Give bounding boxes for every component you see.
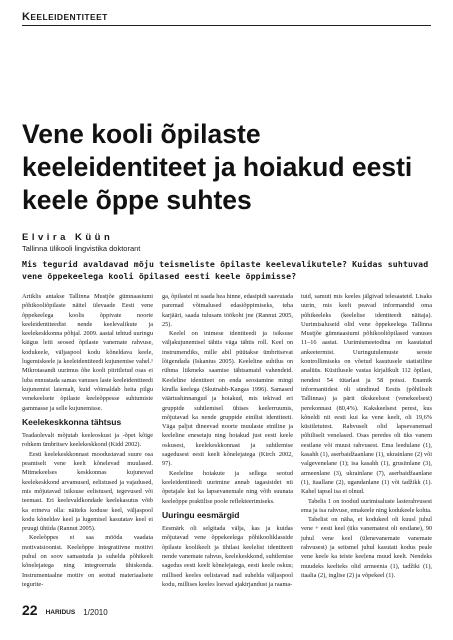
lead-paragraph: Mis tegurid avaldavad mõju teismeliste õpilaste keelevalikutele? Kuidas suhtuvad vene õppekeelega kooli õpilased eesti keele õppimisse?	[22, 259, 429, 281]
paragraph: Keelel on inimese identiteedi ja isiksuse väljakujunemisel tähtis väga tähtis roll. Keel on instrumendiks, mille abil püütakse ümbritsevat lõigendada (Iskanius 2005). Keeleline suhtlus on rühma liikmeks saamise tähtsamaid vahendeid. Keeleline identiteet on enda seostamine mingi kindla keelega (Skutnabb-Kangas 1996). Samased väärtushinnangud ja hoiakud, mis tekivad eri gruppide suhtlemisel ühises keelerruumis, mõjutavad ka nende gruppide etnilist identiteeti. Väga paljut dineevad noorte muulaste etniline ja keeleline enesetaju ning hoiakud just eesti keele oskusest, keelekeskkonnast ja suhtlemise sagedusest eesti keelt kõnelejatega (Kirch 2002, 97).	[162, 330, 293, 468]
subheading: Keelekeskkonna tähtsus	[22, 416, 122, 427]
column-1	[22, 292, 153, 589]
page-number: 22	[22, 602, 38, 618]
paragraph: Keeleõppes ei saa mööda vaadata motivatsioonist. Keeleõppe integratiivne motiivi puhul on soov samastuda ja suhelda põhikeelt kõnelejatega ning integreeruda ühiskonda. Instrumentaalne motiiv on seotud materiaalsete tegurite-	[22, 534, 153, 588]
paragraph: tuid, samuti mis keeles jälgivad telesaateid. Lisaks uurin, mis keelt peavad informandid oma põhikeeleks (keelelise identiteedi näitaja). Uurimisaluseid olid vene õppekeelega Tallinna Mustjõe gümnaasiumi põhikooliõpilased vanuses 11–16 aastat. Uurimismeetodina on kasutatud ankeetermist. Uuringutulemuste seoste kontrollimiseks on võetud kasutusele statistiline analüüs. Küsitlusele vastas kirjalikult 112 õpilast, nendest 54 tütarlast ja 58 poissi. Enamik informantidest oli sündinud Eestis (põhiliselt Tallinnas) ja pärit ükskeelsest (venekeelsest) perekonnast (80,4%). Kakskeelsest perest, kus kõneldi nii eesti kui ka vene keelt, oli 19,6% küsitletutest. Rahvuselt olid lapsevanemad põhiliselt venelased. Osas peredes oli üks vanem eestlane või muust rahvusest. Ema leedulane (1), kasahh (1), aserbaidžaanlane (1), ukrainlane (2) või valgevenelane (1); isa kasahh (1), grusiinlane (3), armeenlane (3), ukrainlane (7), aserbaidžaanlane (1), itaallane (2), ugandanlane (1) või tadžikk (1). Kahel tapsel isa ei olnud.	[301, 293, 432, 496]
paragraph: ga, õpilastel nt saada hea hinne, edasipidi saavutada paremad võimalused edasiõppimiseks, teha karjääri, saada tulusam töökoht jne (Rannut 2005, 25).	[162, 293, 293, 328]
issue-number: 1/2010	[83, 608, 108, 617]
author-name: Elvira Küün	[22, 232, 114, 243]
paragraph: Tabelist on näha, et kodukeel oli kuusl juhul vene + eesti keel (üks vanematest oli eestlane), 90 juhul vene keel (ülenevanemate vanemate rahvusest) ja seitsmel juhul kasutati kodus peale vene keele ka teiste keelena muud keelt. Nendeks muudeks keelteks olid armeenia (1), tadžiki (1), itaalia (2), inglise (2) ja võpekeel (1).	[301, 516, 432, 579]
paragraph: Eesmärk oli selgitada välja, kas ja kuidas mõjutavad vene õppekeelega põhikooliklasside õpilaste koolikeelt ja ühtlasi keelelist identiteeti nende vanemate rahvus, keelekeskkond, suhtlemise sagedus eesti keelt kõnelejatega, eesti keele oskus; millised keeles eelistavad nad suhelda väljaspool kodu, millises keeles loevad ajakirjandust ja raama-	[162, 525, 293, 588]
paragraph: Keeleline hoiakute ja sellega seotud keeleidentiteedi uurimine annab tagasisidet nii õpetajale kui ka lapsevanemale ning võib suunata keeleõppe praktilise poole reflekteerimiseks.	[162, 469, 293, 505]
column-2	[162, 292, 293, 589]
page-footer	[22, 604, 108, 618]
section-header	[22, 10, 431, 26]
paragraph: Teadaolevalt mõjutab keeleoskust ja -õpet kõige rohkem ümbritsev keelekeskkond (Kidd 2002).	[22, 432, 153, 449]
magazine-name: HARIDUS	[45, 609, 76, 616]
paragraph: Eesti keelekeskkonnast moodustavad suure osa peamiselt vene keelt kõnelevad muulased. Mitmekeelses keskkonnas kujunevad keelekeskkond arvamused, eelistused ja vajadused, mis mõjutavad isiksuse eelistused, tegevused või teemast. Eri keelevaldkondade keelekasutus võib ka erineva olla: näiteks koduse keel, väljaspool kodu kõneldav keel ja lugemisel kasutatav keel ei pruugi ühtida (Rannut 2005).	[22, 450, 153, 533]
subheading: Uuringu eesmärgid	[162, 509, 240, 520]
paragraph: Tabelis 1 on toodud uurimisaluste lasterahvusest ema ja isa rahvuse, emakeele ning kodukeele kohta.	[301, 497, 432, 514]
author-affiliation: Tallinna ülikooli lingvistika doktorant	[22, 244, 141, 253]
section-label: KEELEIDENTITEET	[22, 11, 108, 23]
article-title: Vene kooli õpilaste keeleidentiteet ja hoiakud eesti keele õppe suhtes	[22, 118, 413, 215]
column-3	[301, 292, 432, 580]
paragraph: Artiklis antakse Tallinna Mustjõe gümnaasiumi põhikooliõpilaste näitel ülevaade Eesti vene õppekeelega koolis õppivate noorte keeleidentiteedist nende keelevalikute ja keelekeskkonna põhjal. 2009. aastal tehtud uuringu käigus leiti seosed õpilaste vanemate rahvuse, kodukeele, väljaspool kodu kõneldava keele, lugemiskeele ja keeleidentiteedi kujunemise vahel.¹ Mikrotasandi uurimus õhe kooli piiritletud osas ei luba ennustada samas vanuses laste keeleidentiteedi kujunemist laiemalt, kuid võimaldab heita pilgu venekeelsete õpilaste keeleõppesse suhtumiste gammasse ja selle kujunemisse.	[22, 293, 153, 412]
